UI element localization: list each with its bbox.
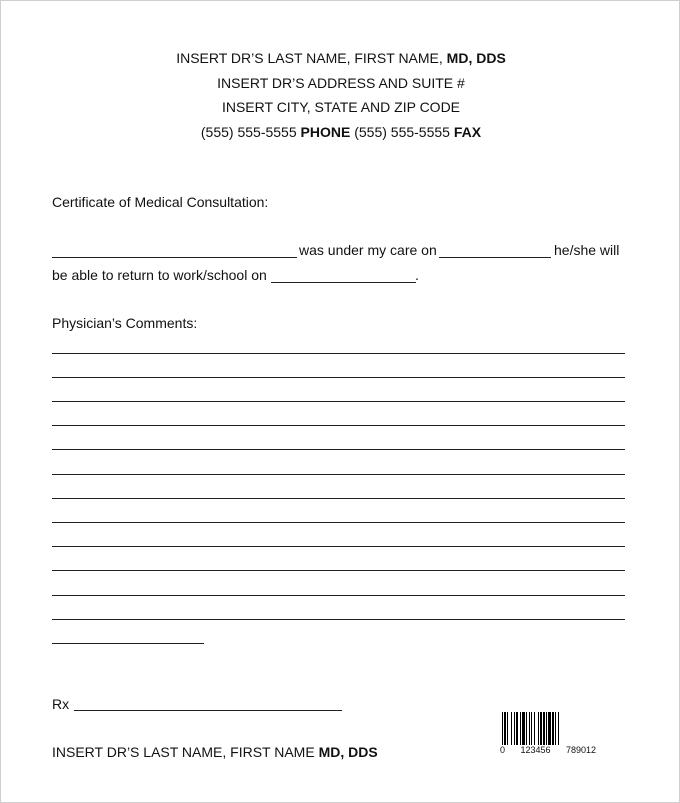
barcode-digits-right: 789012: [565, 745, 596, 755]
under-care-text: was under my care on: [299, 242, 437, 258]
comment-line[interactable]: [52, 570, 625, 571]
return-date-blank[interactable]: [271, 282, 416, 283]
comment-line[interactable]: [52, 353, 625, 354]
phone-label: PHONE: [300, 123, 351, 140]
doctor-name-text: INSERT DR’S LAST NAME, FIRST NAME,: [176, 50, 447, 66]
barcode-digit-first: 0: [500, 745, 506, 755]
comments-label: Physician’s Comments:: [52, 315, 198, 331]
rx-label: Rx: [52, 696, 70, 712]
doctor-credentials: MD, DDS: [446, 50, 506, 66]
return-period: .: [415, 267, 419, 283]
comment-line[interactable]: [52, 498, 625, 499]
doctor-contact-line: [1, 120, 680, 145]
fax-number: (555) 555-5555: [350, 123, 454, 140]
comment-line[interactable]: [52, 377, 625, 378]
comment-line-short[interactable]: [52, 643, 204, 644]
rx-blank[interactable]: [74, 710, 342, 711]
doctor-address-line: INSERT DR’S ADDRESS AND SUITE #: [217, 74, 465, 91]
comment-line[interactable]: [52, 522, 625, 523]
comment-line[interactable]: [52, 595, 625, 596]
doctor-name-line: [1, 46, 680, 71]
barcode-digits: [498, 745, 598, 755]
phone-number: (555) 555-5555: [200, 123, 301, 140]
comment-line[interactable]: [52, 449, 625, 450]
comment-line[interactable]: [52, 546, 625, 547]
comment-line[interactable]: [52, 401, 625, 402]
comment-line[interactable]: [52, 474, 625, 475]
comment-line[interactable]: [52, 619, 625, 620]
footer-doctor-name: [52, 743, 378, 761]
barcode-digits-left: 123456: [520, 745, 551, 755]
comment-line[interactable]: [52, 425, 625, 426]
consult-date-blank[interactable]: [439, 257, 551, 258]
doctor-letterhead: [1, 46, 680, 144]
certificate-title: Certificate of Medical Consultation:: [52, 194, 269, 210]
fax-label: FAX: [453, 123, 482, 140]
patient-name-blank[interactable]: [52, 257, 297, 258]
footer-credentials: MD, DDS: [318, 744, 378, 760]
barcode: [498, 712, 598, 756]
footer-name-text: INSERT DR’S LAST NAME, FIRST NAME: [52, 744, 319, 760]
return-pre-text: he/she will: [554, 242, 620, 258]
doctor-city-line: INSERT CITY, STATE AND ZIP CODE: [221, 99, 461, 115]
return-work-text: be able to return to work/school on: [52, 267, 267, 283]
